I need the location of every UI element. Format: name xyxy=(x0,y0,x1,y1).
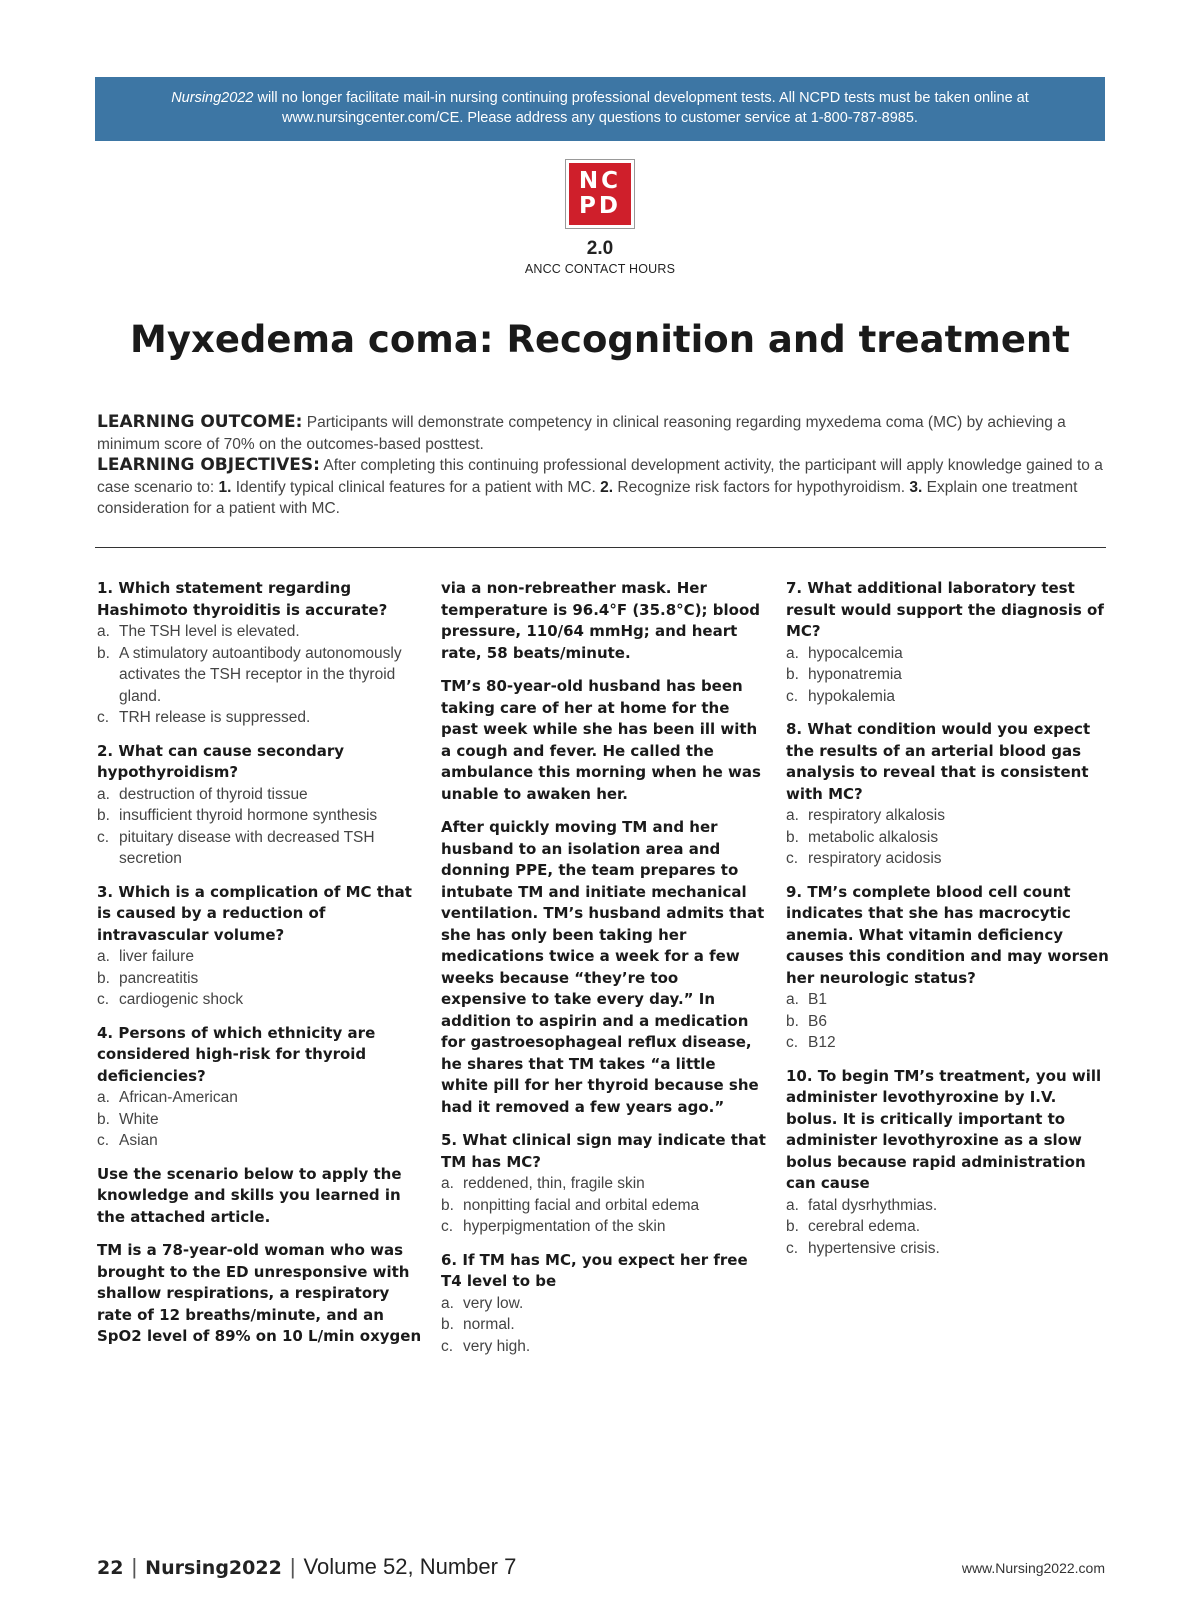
option xyxy=(441,1195,766,1217)
question-8: 8. What condition would you expect the results of an arterial blood gas analysis to reveal that is consistent with MC? xyxy=(786,720,1091,803)
objective-3: Explain one treatment consideration for a patient with MC. xyxy=(97,478,1078,517)
option-letter: a. xyxy=(97,1089,110,1106)
option xyxy=(97,1087,422,1109)
question-block xyxy=(97,741,422,870)
option-letter: a. xyxy=(441,1294,454,1312)
page-number: 22 xyxy=(97,1557,124,1579)
option-letter: b. xyxy=(97,807,110,824)
scenario-paragraph-2: TM’s 80-year-old husband has been taking care of her at home for the past week while she has been ill with a cough and fever. He called the ambulance this morning when he was unable to awaken her. xyxy=(441,677,761,803)
option-text: White xyxy=(119,1110,159,1128)
scenario-paragraph-1: TM is a 78-year-old woman who was brought to the ED unresponsive with shallow respirations, a respiratory rate of 12 breaths/minute, and an SpO2 level of 89% on 10 L/min oxygen xyxy=(97,1241,422,1345)
option-text: A stimulatory autoantibody autonomously activates the TSH receptor in the thyroid gland. xyxy=(119,644,402,705)
option-letter: b. xyxy=(786,666,799,683)
question-7: 7. What additional laboratory test result would support the diagnosis of MC? xyxy=(786,579,1104,640)
option-letter: c. xyxy=(786,687,799,705)
option-letter: a. xyxy=(786,807,799,824)
learning-objectives xyxy=(97,455,1107,520)
option-letter: c. xyxy=(786,1034,799,1051)
scenario-intro: Use the scenario below to apply the knowledge and skills you learned in the attached article. xyxy=(97,1164,402,1226)
option-letter: a. xyxy=(97,948,110,965)
option-letter: c. xyxy=(97,1132,110,1149)
learning-section xyxy=(97,412,1107,520)
option xyxy=(97,643,422,708)
option-letter: c. xyxy=(97,991,110,1008)
option-letter: c. xyxy=(441,1218,454,1235)
banner-magazine-name: Nursing2022 xyxy=(171,90,254,106)
learning-outcome-label: LEARNING OUTCOME: xyxy=(97,412,303,432)
objective-2: Recognize risk factors for hypothyroidism. xyxy=(613,478,910,496)
option-letter: c. xyxy=(786,1239,799,1257)
objective-1: Identify typical clinical features for a patient with MC. xyxy=(231,478,601,496)
option-letter: b. xyxy=(786,1012,799,1030)
footer-issue: Volume 52, Number 7 xyxy=(303,1554,517,1579)
option xyxy=(97,946,422,968)
option-text: hypocalcemia xyxy=(808,644,903,662)
learning-outcome-text: Participants will demonstrate competency in clinical reasoning regarding myxedema coma (MC) by achieving a minimum score of 70% on the outcomes-based posttest. xyxy=(97,414,1066,453)
option-text: destruction of thyroid tissue xyxy=(119,785,308,803)
footer-magazine: Nursing2022 xyxy=(145,1557,282,1579)
ncpd-logo xyxy=(565,159,635,229)
question-6: 6. If TM has MC, you expect her free T4 level to be xyxy=(441,1250,748,1290)
option-letter: b. xyxy=(97,969,110,987)
logo-line-1: NC xyxy=(578,168,622,194)
option-text: B1 xyxy=(808,991,827,1008)
footer-separator: | xyxy=(131,1554,138,1579)
option-letter: b. xyxy=(441,1196,454,1214)
question-9: 9. TM’s complete blood cell count indicates that she has macrocytic anemia. What vitamin deficiency causes this condition and may worsen her neurologic status? xyxy=(786,882,1109,987)
option-letter: c. xyxy=(786,850,799,867)
option-text: pituitary disease with decreased TSH secretion xyxy=(119,828,375,867)
question-10: 10. To begin TM’s treatment, you will administer levothyroxine by I.V. bolus. It is critically important to administer levothyroxine as a slow bolus because rapid administration can cause xyxy=(786,1066,1102,1192)
option-text: normal. xyxy=(463,1316,515,1333)
question-block xyxy=(786,882,1111,1054)
scenario-paragraph-3: After quickly moving TM and her husband to an isolation area and donning PPE, the team prepares to intubate TM and initiate mechanical ventilation. TM’s husband admits that she has only been taking her medications twice a week for a few weeks because “they’re too expensive to take every day.” In addition to aspirin and a medication for gastroesophageal reflux disease, he shares that TM takes “a little white pill for her thyroid because she had it removed a few years ago.” xyxy=(441,818,765,1116)
option-letter: a. xyxy=(97,785,110,803)
objective-number-2: 2. xyxy=(600,478,614,496)
option-letter: a. xyxy=(786,644,799,662)
option-text: very high. xyxy=(463,1337,531,1355)
objective-number-3: 3. xyxy=(909,478,923,496)
option-text: TRH release is suppressed. xyxy=(119,709,311,726)
option-letter: b. xyxy=(786,828,799,846)
option xyxy=(97,827,422,870)
option-text: metabolic alkalosis xyxy=(808,828,939,846)
option-text: Asian xyxy=(119,1132,158,1149)
option xyxy=(786,643,1111,665)
option-text: African-American xyxy=(119,1089,238,1106)
question-2: 2. What can cause secondary hypothyroidism? xyxy=(97,741,345,781)
option xyxy=(97,805,422,827)
option xyxy=(97,1109,422,1131)
option xyxy=(786,1032,1111,1054)
option-letter: b. xyxy=(97,644,110,662)
objective-number-1: 1. xyxy=(218,478,232,496)
option xyxy=(786,1216,1111,1238)
option-letter: b. xyxy=(441,1316,454,1333)
option xyxy=(786,1195,1111,1217)
option-letter: a. xyxy=(786,991,799,1008)
option xyxy=(97,968,422,990)
question-3: 3. Which is a complication of MC that is caused by a reduction of intravascular volume? xyxy=(97,882,412,944)
divider xyxy=(95,547,1106,548)
option-text: hyperpigmentation of the skin xyxy=(463,1218,666,1235)
option-letter: a. xyxy=(97,623,110,640)
footer-folio xyxy=(97,1554,516,1580)
option xyxy=(441,1173,766,1195)
learning-objectives-label: LEARNING OBJECTIVES: xyxy=(97,455,320,475)
option xyxy=(441,1216,766,1238)
option-text: cardiogenic shock xyxy=(119,991,244,1008)
scenario-paragraph-1-continued: via a non-rebreather mask. Her temperature is 96.4°F (35.8°C); blood pressure, 110/64 mmHg; and heart rate, 58 beats/minute. xyxy=(441,579,760,662)
page-title: Myxedema coma: Recognition and treatment xyxy=(130,318,1070,361)
option-text: liver failure xyxy=(119,948,194,965)
option xyxy=(786,1011,1111,1033)
question-block xyxy=(97,578,422,729)
option-text: insufficient thyroid hormone synthesis xyxy=(119,807,378,824)
question-block xyxy=(786,719,1111,870)
option-text: cerebral edema. xyxy=(808,1218,921,1235)
option-text: fatal dysrhythmias. xyxy=(808,1196,938,1214)
option xyxy=(441,1293,766,1315)
option xyxy=(786,805,1111,827)
option xyxy=(786,664,1111,686)
option-text: respiratory acidosis xyxy=(808,850,942,867)
option xyxy=(786,989,1111,1011)
option xyxy=(786,1238,1111,1260)
option xyxy=(786,827,1111,849)
option xyxy=(97,784,422,806)
option-letter: c. xyxy=(97,828,110,846)
contact-hours-value: 2.0 xyxy=(586,238,614,259)
footer-separator: | xyxy=(289,1554,296,1579)
question-block xyxy=(97,882,422,1011)
option-text: pancreatitis xyxy=(119,969,199,987)
option xyxy=(786,686,1111,708)
option-text: B6 xyxy=(808,1012,827,1030)
question-block xyxy=(441,1130,766,1238)
question-5: 5. What clinical sign may indicate that TM has MC? xyxy=(441,1131,766,1171)
option-letter: c. xyxy=(441,1337,454,1355)
footer-website: www.Nursing2022.com xyxy=(961,1560,1105,1576)
column-3 xyxy=(786,578,1111,1271)
question-block xyxy=(441,1250,766,1358)
option-text: very low. xyxy=(463,1294,524,1312)
question-block xyxy=(786,578,1111,707)
option-letter: c. xyxy=(97,709,110,726)
option xyxy=(786,848,1111,870)
logo-line-2: PD xyxy=(579,193,621,219)
question-4: 4. Persons of which ethnicity are considered high-risk for thyroid deficiencies? xyxy=(97,1023,376,1085)
option-letter: b. xyxy=(786,1218,799,1235)
option-letter: b. xyxy=(97,1110,110,1128)
option-letter: a. xyxy=(786,1196,799,1214)
column-2 xyxy=(441,578,766,1369)
option-text: hypokalemia xyxy=(808,687,896,705)
option-text: reddened, thin, fragile skin xyxy=(463,1175,645,1192)
column-1 xyxy=(97,578,422,1360)
option xyxy=(97,1130,422,1152)
option-letter: a. xyxy=(441,1175,454,1192)
banner-text: will no longer facilitate mail-in nursing continuing professional development tests. All NCPD tests must be taken online at www.nursingcenter.com/CE. Please address any questions to customer service at 1-800-787-8985. xyxy=(253,90,1029,126)
option-text: nonpitting facial and orbital edema xyxy=(463,1196,700,1214)
option xyxy=(97,621,422,643)
question-block xyxy=(786,1066,1111,1260)
option xyxy=(441,1336,766,1358)
option xyxy=(441,1314,766,1336)
question-block xyxy=(97,1023,422,1152)
contact-hours-label: ANCC CONTACT HOURS xyxy=(524,262,676,276)
learning-outcome xyxy=(97,412,1107,455)
notice-banner xyxy=(95,77,1105,141)
option-text: respiratory alkalosis xyxy=(808,807,945,824)
option xyxy=(97,989,422,1011)
option-text: The TSH level is elevated. xyxy=(119,623,300,640)
question-1: 1. Which statement regarding Hashimoto thyroiditis is accurate? xyxy=(97,579,388,619)
objectives-intro: After completing this continuing professional development activity, the participant will apply knowledge gained to a case scenario to: xyxy=(97,457,1103,496)
option-text: B12 xyxy=(808,1034,836,1051)
option-text: hypertensive crisis. xyxy=(808,1239,940,1257)
option xyxy=(97,707,422,729)
option-text: hyponatremia xyxy=(808,666,902,683)
